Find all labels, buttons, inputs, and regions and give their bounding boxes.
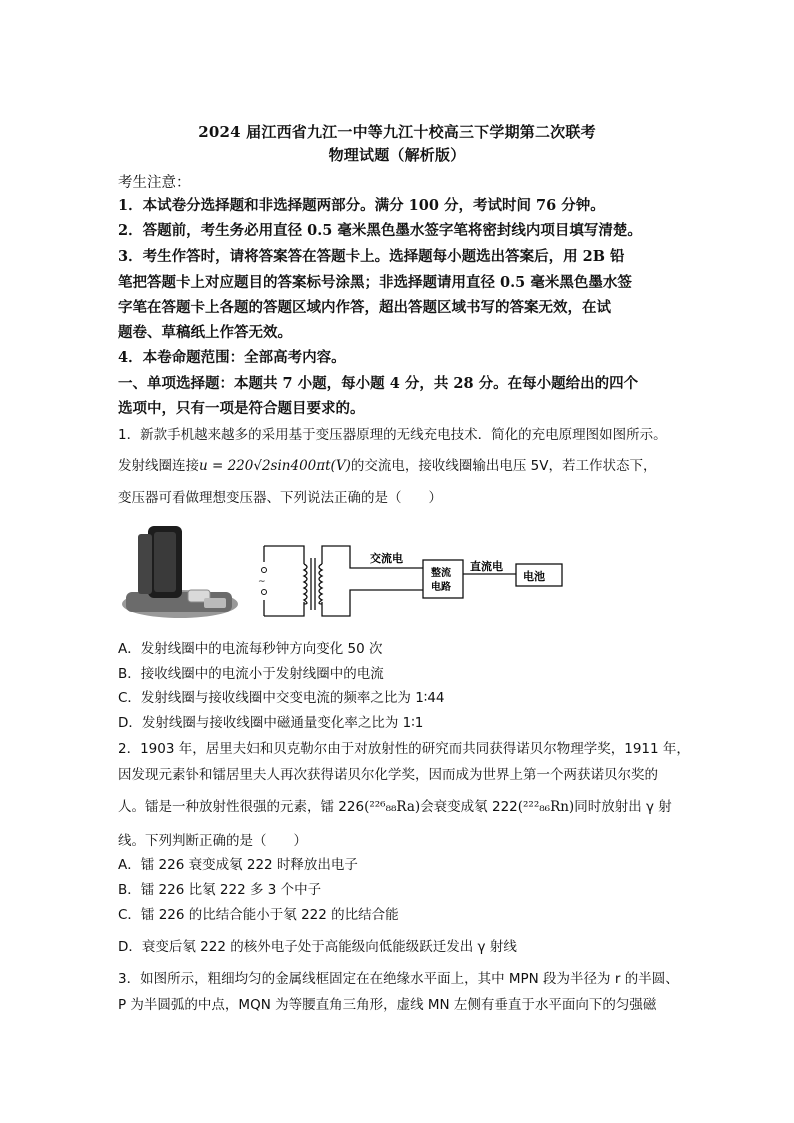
q2-stem-line3 [118, 795, 688, 815]
notice-item: 2．答题前，考生务必用直径 0.5 毫米黑色墨水签字笔将密封线内项目填写清楚。 [118, 222, 642, 239]
q2-text: 会衰变成氡 222 [420, 799, 518, 815]
q2-stem: 2．1903 年，居里夫妇和贝克勒尔由于对放射性的研究而共同获得诺贝尔物理学奖，1911 年， [118, 741, 690, 757]
notice-heading: 考生注意： [118, 175, 191, 191]
q2-stem-line2: 因发现元素钋和镭居里夫人再次获得诺贝尔化学奖，因而成为世界上第一个两获诺贝尔奖的 [118, 767, 658, 783]
q2-text: 人。镭是一种放射性很强的元素，镭 226 [118, 799, 365, 815]
notice-item: 笔把答题卡上对应题目的答案标号涂黑；非选择题请用直径 0.5 毫米黑色墨水签 [118, 274, 632, 291]
radium-symbol: (²²⁶₈₈Ra) [364, 799, 421, 815]
q3-stem-line2: P 为半圆弧的中点，MQN 为等腰直角三角形，虚线 MN 左侧有垂直于水平面向下的匀强磁 [118, 997, 657, 1013]
q1-option-c: C．发射线圈与接收线圈中交变电流的频率之比为 1∶44 [118, 690, 445, 706]
charger-photo [122, 526, 238, 618]
q2-option-b: B．镭 226 比氡 222 多 3 个中子 [118, 882, 322, 898]
q1-text: 的交流电，接收线圈输出电压 5V，若工作状态下， [350, 458, 657, 474]
page-subtitle: 物理试题（解析版） [328, 146, 466, 164]
q1-stem-line3: 变压器可看做理想变压器、下列说法正确的是（ ） [118, 490, 442, 506]
label-dc: 直流电 [470, 560, 503, 573]
label-rectifier-2: 电路 [431, 582, 451, 593]
label-battery: 电池 [523, 570, 545, 583]
q1-stem-line2 [118, 454, 688, 474]
page-title: 2024 届江西省九江一中等九江十校高三下学期第二次联考 [198, 123, 596, 141]
q1-stem: 1．新款手机越来越多的采用基于变压器原理的无线充电技术．简化的充电原理图如图所示。 [118, 427, 667, 443]
wireless-charger-figure [118, 518, 588, 628]
q1-formula: u = 220√2sin400πt(V) [199, 458, 351, 474]
notice-item: 3．考生作答时，请将答案答在答题卡上。选择题每小题选出答案后，用 2B 铅 [118, 248, 625, 265]
radon-symbol: (²²²₈₆Rn) [517, 799, 575, 815]
label-ac: 交流电 [370, 552, 403, 565]
notice-item: 字笔在答题卡上各题的答题区域内作答，超出答题区域书写的答案无效，在试 [118, 299, 611, 316]
notice-item: 题卷、草稿纸上作答无效。 [118, 324, 292, 341]
notice-item: 4．本卷命题范围：全部高考内容。 [118, 349, 346, 366]
label-rectifier: 整流 [431, 568, 451, 579]
q2-option-c: C．镭 226 的比结合能小于氡 222 的比结合能 [118, 907, 399, 923]
q3-stem: 3．如图所示，粗细均匀的金属线框固定在在绝缘水平面上，其中 MPN 段为半径为 r 的半圆、 [118, 971, 679, 987]
svg-text:~: ~ [258, 577, 266, 587]
circuit-diagram [264, 546, 562, 616]
section-heading-cont: 选项中，只有一项是符合题目要求的。 [118, 400, 365, 417]
q1-option-a: A．发射线圈中的电流每秒钟方向变化 50 次 [118, 641, 383, 657]
notice-item: 1．本试卷分选择题和非选择题两部分。满分 100 分，考试时间 76 分钟。 [118, 197, 605, 214]
q2-option-a: A．镭 226 衰变成氡 222 时释放出电子 [118, 857, 358, 873]
q2-text: 同时放射出 γ 射 [574, 799, 672, 815]
q1-option-b: B．接收线圈中的电流小于发射线圈中的电流 [118, 666, 384, 682]
q1-option-d: D．发射线圈与接收线圈中磁通量变化率之比为 1∶1 [118, 715, 424, 731]
section-heading: 一、单项选择题：本题共 7 小题，每小题 4 分，共 28 分。在每小题给出的四个 [118, 375, 639, 392]
q1-text: 发射线圈连接 [118, 458, 199, 474]
q2-stem-line4: 线。下列判断正确的是（ ） [118, 833, 307, 849]
terminal-markers [258, 568, 267, 595]
q2-option-d: D．衰变后氡 222 的核外电子处于高能级向低能级跃迁发出 γ 射线 [118, 939, 517, 955]
